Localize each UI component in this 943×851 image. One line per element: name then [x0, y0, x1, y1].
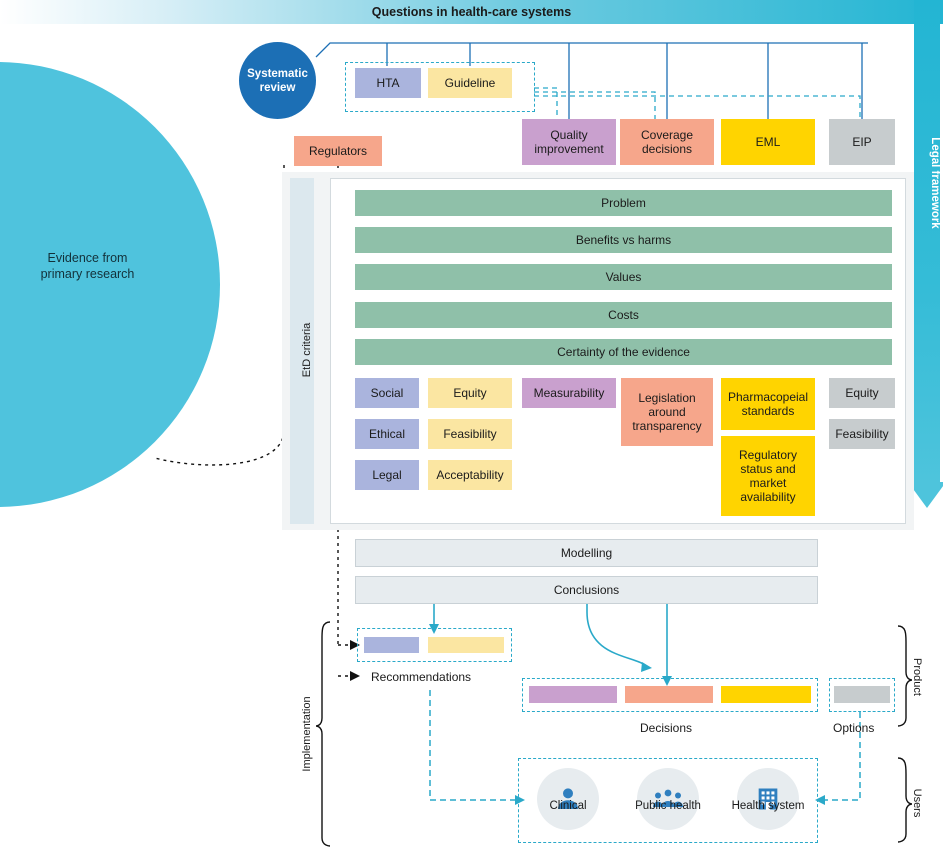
criteria-values-label: Values — [605, 270, 642, 284]
criteria-benefits-vs-harms[interactable] — [355, 227, 892, 253]
criteria-legislation-transparency-label: Legislation around transparency — [632, 391, 702, 433]
criteria-problem-label: Problem — [601, 196, 646, 210]
criteria-regulatory-status-label: Regulatory status and market availability — [738, 448, 798, 504]
options-label: Options — [833, 721, 875, 735]
box-conclusions[interactable] — [355, 576, 818, 604]
user-public-health-label — [630, 800, 706, 813]
criteria-benefits-vs-harms-label: Benefits vs harms — [575, 233, 672, 247]
criteria-costs-label: Costs — [608, 308, 639, 322]
decision-coverage-chip[interactable] — [625, 686, 713, 703]
criteria-pharmacopeial-standards-label: Pharmacopeial standards — [727, 390, 809, 418]
legal-framework-label: Legal framework — [929, 137, 941, 229]
criteria-regulatory-status[interactable] — [721, 436, 815, 516]
evidence-leaf-line2: primary research — [40, 267, 135, 281]
decisions-label: Decisions — [640, 721, 693, 735]
box-conclusions-label: Conclusions — [553, 583, 620, 597]
criteria-legal-label: Legal — [372, 468, 402, 482]
evidence-leaf-line1: Evidence from — [47, 251, 128, 265]
box-modelling-label: Modelling — [560, 546, 613, 560]
criteria-measurability[interactable] — [522, 378, 616, 408]
criteria-equity-eip[interactable] — [829, 378, 895, 408]
etd-side-label: EtD criteria — [301, 322, 313, 378]
user-health-system-avatar[interactable] — [737, 768, 799, 830]
criteria-acceptability[interactable] — [428, 460, 512, 490]
criteria-certainty[interactable] — [355, 339, 892, 365]
criteria-social-label: Social — [370, 386, 404, 400]
criteria-certainty-label: Certainty of the evidence — [557, 345, 690, 359]
box-modelling[interactable] — [355, 539, 818, 567]
recommendation-guideline-chip[interactable] — [428, 637, 504, 653]
criteria-acceptability-label: Acceptability — [436, 468, 504, 482]
box-quality-improvement-label: Quality improvement — [534, 128, 604, 156]
box-guideline-label: Guideline — [444, 76, 496, 90]
criteria-legislation-transparency[interactable] — [621, 378, 713, 446]
option-eip-chip[interactable] — [834, 686, 890, 703]
box-eip-label: EIP — [852, 135, 872, 149]
box-quality-improvement[interactable] — [522, 119, 616, 165]
legal-framework-bar — [914, 0, 940, 485]
criteria-social[interactable] — [355, 378, 419, 408]
criteria-measurability-label: Measurability — [533, 386, 605, 400]
user-clinical-avatar[interactable] — [537, 768, 599, 830]
criteria-feasibility-label: Feasibility — [443, 427, 497, 441]
implementation-label: Implementation — [301, 696, 313, 772]
decision-eml-chip[interactable] — [721, 686, 811, 703]
user-clinical-label: Clinical — [549, 800, 587, 812]
user-public-health-text: Public health — [635, 800, 701, 812]
criteria-feasibility-eip[interactable] — [829, 419, 895, 449]
box-coverage-decisions[interactable] — [620, 119, 714, 165]
user-health-system-label — [730, 800, 806, 813]
box-eml-label: EML — [755, 135, 781, 149]
box-regulators[interactable] — [294, 136, 382, 166]
user-public-health-avatar[interactable] — [637, 768, 699, 830]
banner-title: Questions in health-care systems — [371, 5, 572, 19]
box-eml[interactable] — [721, 119, 815, 165]
criteria-pharmacopeial-standards[interactable] — [721, 378, 815, 430]
criteria-ethical-label: Ethical — [368, 427, 406, 441]
systematic-review-label: Systematic review — [247, 67, 308, 94]
box-eip[interactable] — [829, 119, 895, 165]
recommendation-hta-chip[interactable] — [364, 637, 419, 653]
criteria-problem[interactable] — [355, 190, 892, 216]
user-health-system-text: Health system — [731, 800, 805, 812]
criteria-values[interactable] — [355, 264, 892, 290]
systematic-review-node[interactable] — [239, 42, 316, 119]
criteria-legal[interactable] — [355, 460, 419, 490]
box-regulators-label: Regulators — [308, 144, 368, 158]
recommendations-label: Recommendations — [371, 670, 472, 684]
evidence-leaf-shape — [0, 62, 220, 507]
evidence-leaf-text — [0, 250, 175, 282]
box-coverage-decisions-label: Coverage decisions — [640, 128, 694, 156]
box-hta[interactable] — [355, 68, 421, 98]
product-label: Product — [911, 658, 923, 696]
decision-quality-improvement-chip[interactable] — [529, 686, 617, 703]
criteria-equity-eip-label: Equity — [845, 386, 879, 400]
box-hta-label: HTA — [376, 76, 400, 90]
criteria-equity[interactable] — [428, 378, 512, 408]
users-side-label: Users — [911, 788, 923, 818]
criteria-feasibility-eip-label: Feasibility — [835, 427, 889, 441]
criteria-feasibility[interactable] — [428, 419, 512, 449]
box-guideline[interactable] — [428, 68, 512, 98]
criteria-ethical[interactable] — [355, 419, 419, 449]
criteria-costs[interactable] — [355, 302, 892, 328]
criteria-equity-label: Equity — [453, 386, 487, 400]
